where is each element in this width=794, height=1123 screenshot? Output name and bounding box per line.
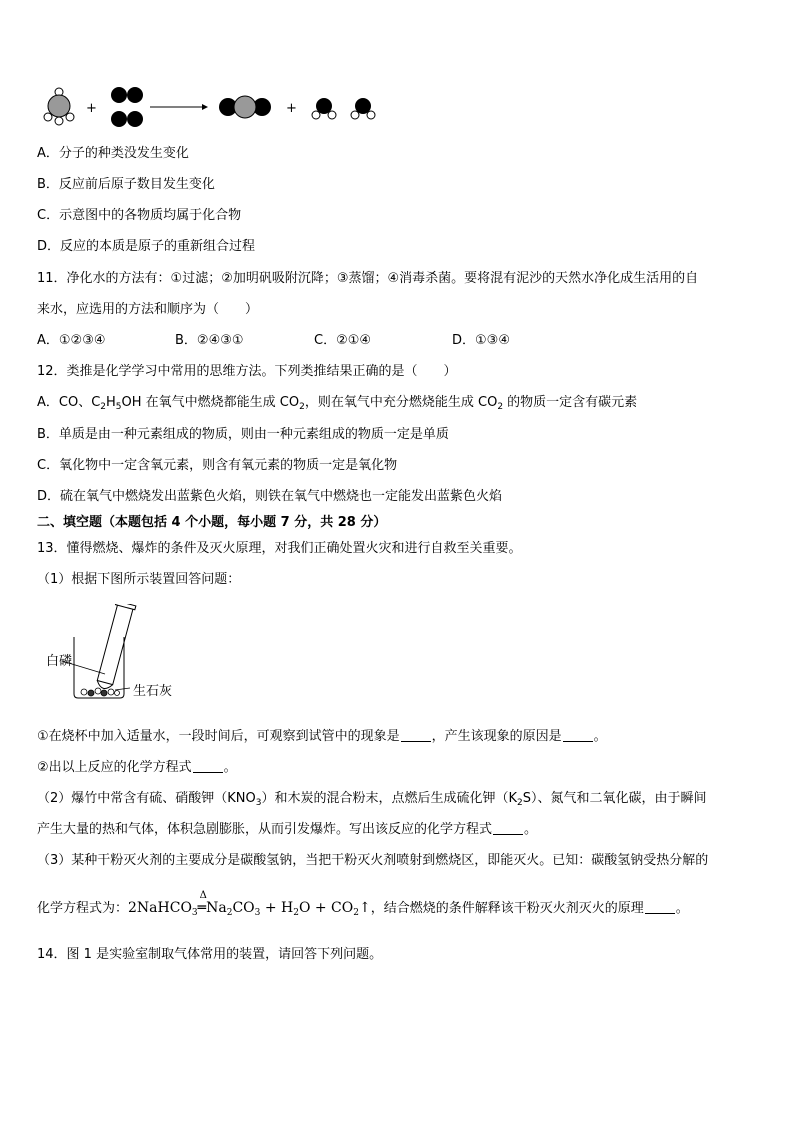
label-white-phosphorus: 白磷: [46, 654, 73, 669]
q12-option-d: D．硫在氧气中燃烧发出蓝紫色火焰，则铁在氧气中燃烧也一定能发出蓝紫色火焰: [37, 489, 503, 504]
reaction-diagram: [38, 84, 388, 134]
q10-option-c: C．示意图中的各物质均属于化合物: [37, 208, 242, 223]
quicklime-particles: [81, 688, 120, 696]
q13-sub2: ②出以上反应的化学方程式 。: [37, 760, 237, 775]
molecule-reactant-2: [111, 87, 143, 127]
q13-sub1: ①在烧杯中加入适量水，一段时间后，可观察到试管中的现象是 ，产生该现象的原因是 。: [37, 729, 607, 744]
section-heading: 二、填空题（本题包括 4 个小题，每小题 7 分，共 28 分）: [37, 515, 387, 530]
q12-stem: 12．类推是化学学习中常用的思维方法。下列类推结果正确的是（ ）: [37, 364, 457, 379]
answer-blank[interactable]: [645, 900, 675, 914]
q11-option-b: B．②④③①: [175, 333, 244, 348]
q13-part3-line2: 化学方程式为：2NaHCO$_3$ Δ $═Na_2CO_3 + H_2O$ + $CO_2↑$，结合燃烧的条件解释该干粉灭火剂灭火的原理 。: [37, 899, 689, 918]
plus-sign-2: +: [286, 101, 297, 116]
answer-blank[interactable]: [193, 759, 223, 773]
answer-blank[interactable]: [401, 728, 431, 742]
q11-stem-line2: 来水，应选用的方法和顺序为（ ）: [37, 302, 259, 317]
q12-option-c: C．氧化物中一定含氧元素，则含有氧元素的物质一定是氧化物: [37, 458, 398, 473]
heat-symbol: Δ: [199, 890, 207, 901]
q13-part1-prompt: （1）根据下图所示装置回答问题：: [37, 572, 241, 587]
molecule-product-2: [312, 98, 336, 119]
q10-option-d: D．反应的本质是原子的重新组合过程: [37, 239, 256, 254]
q13-part2-line1: （2）爆竹中常含有硫、硝酸钾$(KNO_3)$和木炭的混合粉末，点燃后生成硫化钾$(K_2S)$、氮气和二氧化碳，由于瞬间: [37, 791, 707, 808]
label-quicklime: 生石灰: [133, 684, 173, 699]
decomposition-equation: 2NaHCO$_3$ Δ $═Na_2CO_3 + H_2O$ + $CO_2↑$: [128, 900, 371, 916]
q11-stem-line1: 11．净化水的方法有：①过滤；②加明矾吸附沉降；③蒸馏；④消毒杀菌。要将混有泥沙的天然水净化成生活用的自: [37, 271, 699, 286]
q12-option-a: A．CO、$C_2H_5OH$ 在氧气中燃烧都能生成 $CO_2$，则在氧气中充分燃烧能生成 $CO_2$ 的物质一定含有碳元素: [37, 395, 638, 412]
molecule-product-1: [219, 96, 271, 118]
molecule-product-3: [351, 98, 375, 119]
q14-stem: 14．图 1 是实验室制取气体常用的装置，请回答下列问题。: [37, 947, 383, 962]
q12-option-b: B．单质是由一种元素组成的物质，则由一种元素组成的物质一定是单质: [37, 427, 449, 442]
molecule-reactant-1: [44, 88, 74, 125]
q11-options: [37, 332, 510, 350]
q11-option-a: A．①②③④: [37, 333, 106, 348]
answer-blank[interactable]: [493, 821, 523, 835]
plus-sign-1: +: [86, 101, 97, 116]
q10-option-a: A．分子的种类没发生变化: [37, 146, 189, 161]
q11-option-c: C．②①④: [314, 333, 372, 348]
q13-part2-line2: 产生大量的热和气体，体积急剧膨胀，从而引发爆炸。写出该反应的化学方程式 。: [37, 822, 538, 837]
reaction-arrow: [150, 104, 208, 110]
q13-stem: 13．懂得燃烧、爆炸的条件及灭火原理，对我们正确处置火灾和进行自救至关重要。: [37, 541, 522, 556]
q13-part3-line1: （3）某种干粉灭火剂的主要成分是碳酸氢钠，当把干粉灭火剂喷射到燃烧区，即能灭火。已知：碳酸氢钠受热分解的: [37, 853, 709, 868]
q11-option-d: D．①③④: [452, 333, 510, 348]
q10-option-b: B．反应前后原子数目发生变化: [37, 177, 215, 192]
answer-blank[interactable]: [563, 728, 593, 742]
